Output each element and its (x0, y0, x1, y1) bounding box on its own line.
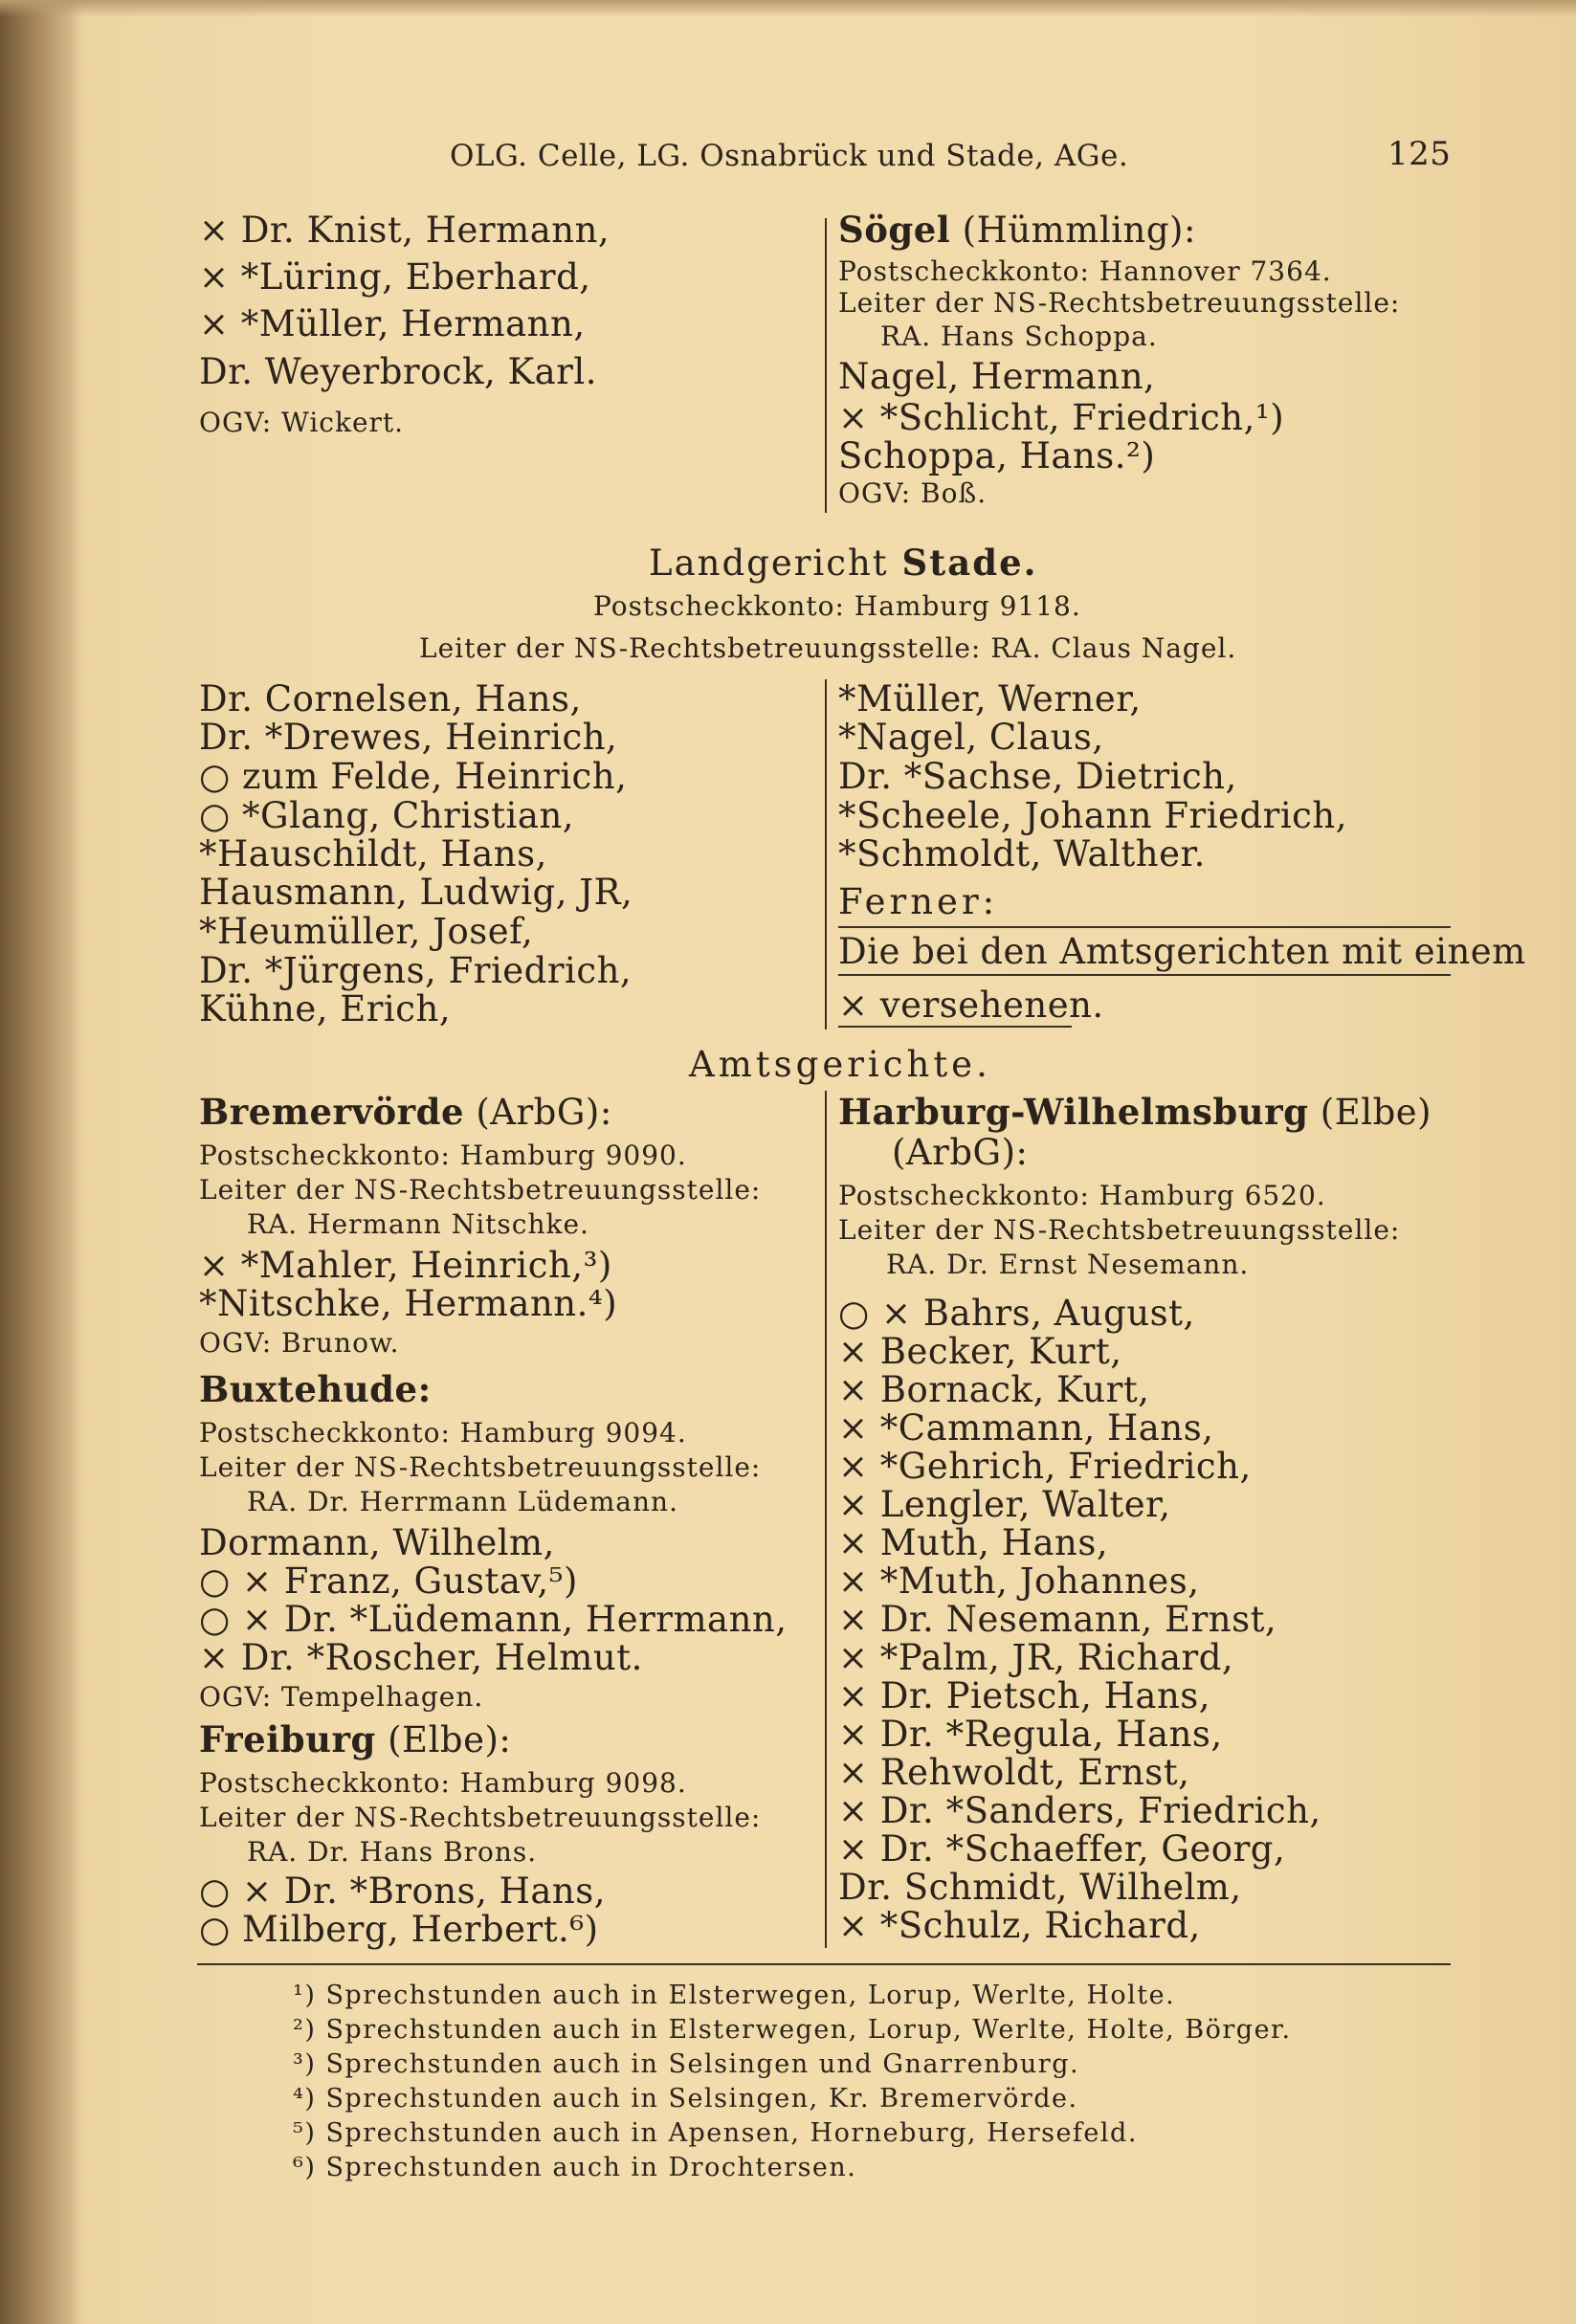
buxtehude-heading: Buxtehude: (199, 1368, 432, 1410)
soegel-name-2: × *Schlicht, Friedrich,¹) (838, 397, 1285, 438)
harburg-name-5: × *Gehrich, Friedrich, (838, 1446, 1252, 1487)
buxtehude-name-4: × Dr. *Roscher, Helmut. (199, 1637, 643, 1678)
harburg-postscheck: Postscheckkonto: Hamburg 6520. (838, 1180, 1326, 1211)
soegel-leiter: Leiter der NS-Rechtsbetreuungsstelle: (838, 287, 1401, 319)
column-divider-top (825, 218, 827, 513)
buxtehude-name-3: ○ × Dr. *Lüdemann, Herrmann, (199, 1599, 788, 1640)
column-divider-lg (825, 679, 827, 1029)
harburg-name-17: × *Schulz, Richard, (838, 1905, 1201, 1946)
bremervoerde-heading: Bremervörde (ArbG): (199, 1091, 612, 1133)
buxtehude-name-2: ○ × Franz, Gustav,⁵) (199, 1560, 578, 1602)
lg-name-2: Dr. *Drewes, Heinrich, (199, 717, 618, 758)
bremervoerde-leiter: Leiter der NS-Rechtsbetreuungsstelle: (199, 1174, 762, 1206)
lg-name-5: *Hauschildt, Hans, (199, 833, 547, 874)
harburg-name-3: × Bornack, Kurt, (838, 1369, 1150, 1410)
bremervoerde-postscheck: Postscheckkonto: Hamburg 9090. (199, 1140, 687, 1171)
freiburg-postscheck: Postscheckkonto: Hamburg 9098. (199, 1767, 687, 1799)
book-spine-shadow (0, 0, 81, 2324)
landgericht-postscheck: Postscheckkonto: Hamburg 9118. (593, 590, 1081, 622)
harburg-leiter: Leiter der NS-Rechtsbetreuungsstelle: (838, 1214, 1401, 1246)
footnote-4: ⁴) Sprechstunden auch in Selsingen, Kr. Bremervörde. (293, 2084, 1078, 2114)
lg-name-4: ○ *Glang, Christian, (199, 795, 575, 836)
buxtehude-name-1: Dormann, Wilhelm, (199, 1522, 555, 1563)
lg-name-9: Kühne, Erich, (199, 988, 452, 1029)
lg-name-11: *Nagel, Claus, (838, 717, 1104, 758)
freiburg-name-2: ○ Milberg, Herbert.⁶) (199, 1909, 599, 1950)
lg-name-7: *Heumüller, Josef, (199, 911, 534, 952)
harburg-name-15: × Dr. *Schaeffer, Georg, (838, 1828, 1286, 1870)
lg-name-10: *Müller, Werner, (838, 678, 1142, 719)
page-top-shadow (0, 0, 1576, 17)
harburg-name-14: × Dr. *Sanders, Friedrich, (838, 1790, 1321, 1831)
harburg-name-16: Dr. Schmidt, Wilhelm, (838, 1867, 1242, 1908)
page-number: 125 (1387, 135, 1452, 173)
top-left-line-1: × Dr. Knist, Hermann, (199, 210, 610, 251)
footnote-2: ²) Sprechstunden auch in Elsterwegen, Lorup, Werlte, Holte, Börger. (293, 2015, 1292, 2045)
buxtehude-ogv: OGV: Tempelhagen. (199, 1681, 484, 1713)
soegel-heading: Sögel (Hümmling): (838, 209, 1196, 251)
footnote-1: ¹) Sprechstunden auch in Elsterwegen, Lorup, Werlte, Holte. (293, 1981, 1176, 2010)
note-rule-mid (838, 974, 1451, 976)
harburg-name-1: ○ × Bahrs, August, (838, 1293, 1195, 1334)
footnote-5: ⁵) Sprechstunden auch in Apensen, Horneburg, Hersefeld. (293, 2118, 1138, 2148)
note-rule-top (838, 926, 1451, 928)
note-rule-bottom (838, 1026, 1072, 1028)
freiburg-name-1: ○ × Dr. *Brons, Hans, (199, 1870, 607, 1912)
running-title: OLG. Celle, LG. Osnabrück und Stade, AGe. (450, 139, 1129, 173)
lg-name-6: Hausmann, Ludwig, JR, (199, 872, 633, 913)
freiburg-leiter-name: RA. Dr. Hans Brons. (247, 1836, 538, 1868)
lg-name-1: Dr. Cornelsen, Hans, (199, 678, 582, 719)
top-left-line-3: × *Müller, Hermann, (199, 303, 586, 344)
landgericht-title: Landgericht Stade. (649, 542, 1038, 584)
column-divider-ag (825, 1091, 827, 1948)
lg-name-3: ○ zum Felde, Heinrich, (199, 756, 628, 797)
harburg-name-4: × *Cammann, Hans, (838, 1407, 1214, 1449)
soegel-name-3: Schoppa, Hans.²) (838, 435, 1156, 476)
soegel-leiter-name: RA. Hans Schoppa. (880, 321, 1158, 352)
harburg-name-6: × Lengler, Walter, (838, 1484, 1171, 1525)
ferner-label: Ferner: (838, 881, 999, 922)
soegel-name-1: Nagel, Hermann, (838, 356, 1156, 397)
footnote-6: ⁶) Sprechstunden auch in Drochtersen. (293, 2153, 857, 2182)
harburg-name-10: × *Palm, JR, Richard, (838, 1637, 1234, 1678)
buxtehude-leiter: Leiter der NS-Rechtsbetreuungsstelle: (199, 1451, 762, 1483)
soegel-postscheck: Postscheckkonto: Hannover 7364. (838, 255, 1332, 287)
bremervoerde-name-2: *Nitschke, Hermann.⁴) (199, 1283, 618, 1324)
amtsgerichte-title: Amtsgerichte. (689, 1044, 991, 1085)
freiburg-heading: Freiburg (Elbe): (199, 1718, 512, 1760)
top-left-line-2: × *Lüring, Eberhard, (199, 256, 591, 298)
soegel-ogv: OGV: Boß. (838, 477, 988, 509)
lg-note-line-2: × versehenen. (838, 985, 1104, 1026)
lg-name-14: *Schmoldt, Walther. (838, 833, 1206, 874)
harburg-name-8: × *Muth, Johannes, (838, 1560, 1200, 1602)
buxtehude-leiter-name: RA. Dr. Herrmann Lüdemann. (247, 1486, 678, 1517)
harburg-name-7: × Muth, Hans, (838, 1522, 1109, 1563)
harburg-name-13: × Rehwoldt, Ernst, (838, 1752, 1190, 1793)
bremervoerde-ogv: OGV: Brunow. (199, 1327, 400, 1359)
footnote-3: ³) Sprechstunden auch in Selsingen und Gnarrenburg. (293, 2049, 1080, 2079)
harburg-name-2: × Becker, Kurt, (838, 1331, 1122, 1372)
harburg-name-12: × Dr. *Regula, Hans, (838, 1714, 1223, 1755)
harburg-heading-line2: (ArbG): (892, 1132, 1029, 1173)
freiburg-leiter: Leiter der NS-Rechtsbetreuungsstelle: (199, 1802, 762, 1833)
buxtehude-postscheck: Postscheckkonto: Hamburg 9094. (199, 1417, 687, 1449)
lg-name-13: *Scheele, Johann Friedrich, (838, 795, 1347, 836)
top-left-line-4: Dr. Weyerbrock, Karl. (199, 351, 598, 392)
landgericht-leiter: Leiter der NS-Rechtsbetreuungsstelle: RA. Claus Nagel. (419, 632, 1237, 664)
harburg-name-11: × Dr. Pietsch, Hans, (838, 1675, 1211, 1716)
harburg-leiter-name: RA. Dr. Ernst Nesemann. (886, 1249, 1250, 1280)
lg-name-12: Dr. *Sachse, Dietrich, (838, 756, 1237, 797)
lg-note-line-1: Die bei den Amtsgerichten mit einem (838, 931, 1526, 972)
top-left-ogv: OGV: Wickert. (199, 407, 405, 438)
bremervoerde-leiter-name: RA. Hermann Nitschke. (247, 1208, 589, 1240)
bremervoerde-name-1: × *Mahler, Heinrich,³) (199, 1245, 612, 1286)
lg-name-8: Dr. *Jürgens, Friedrich, (199, 950, 633, 991)
footnote-rule (197, 1963, 1451, 1965)
harburg-name-9: × Dr. Nesemann, Ernst, (838, 1599, 1277, 1640)
harburg-heading: Harburg-Wilhelmsburg (Elbe) (838, 1091, 1432, 1133)
